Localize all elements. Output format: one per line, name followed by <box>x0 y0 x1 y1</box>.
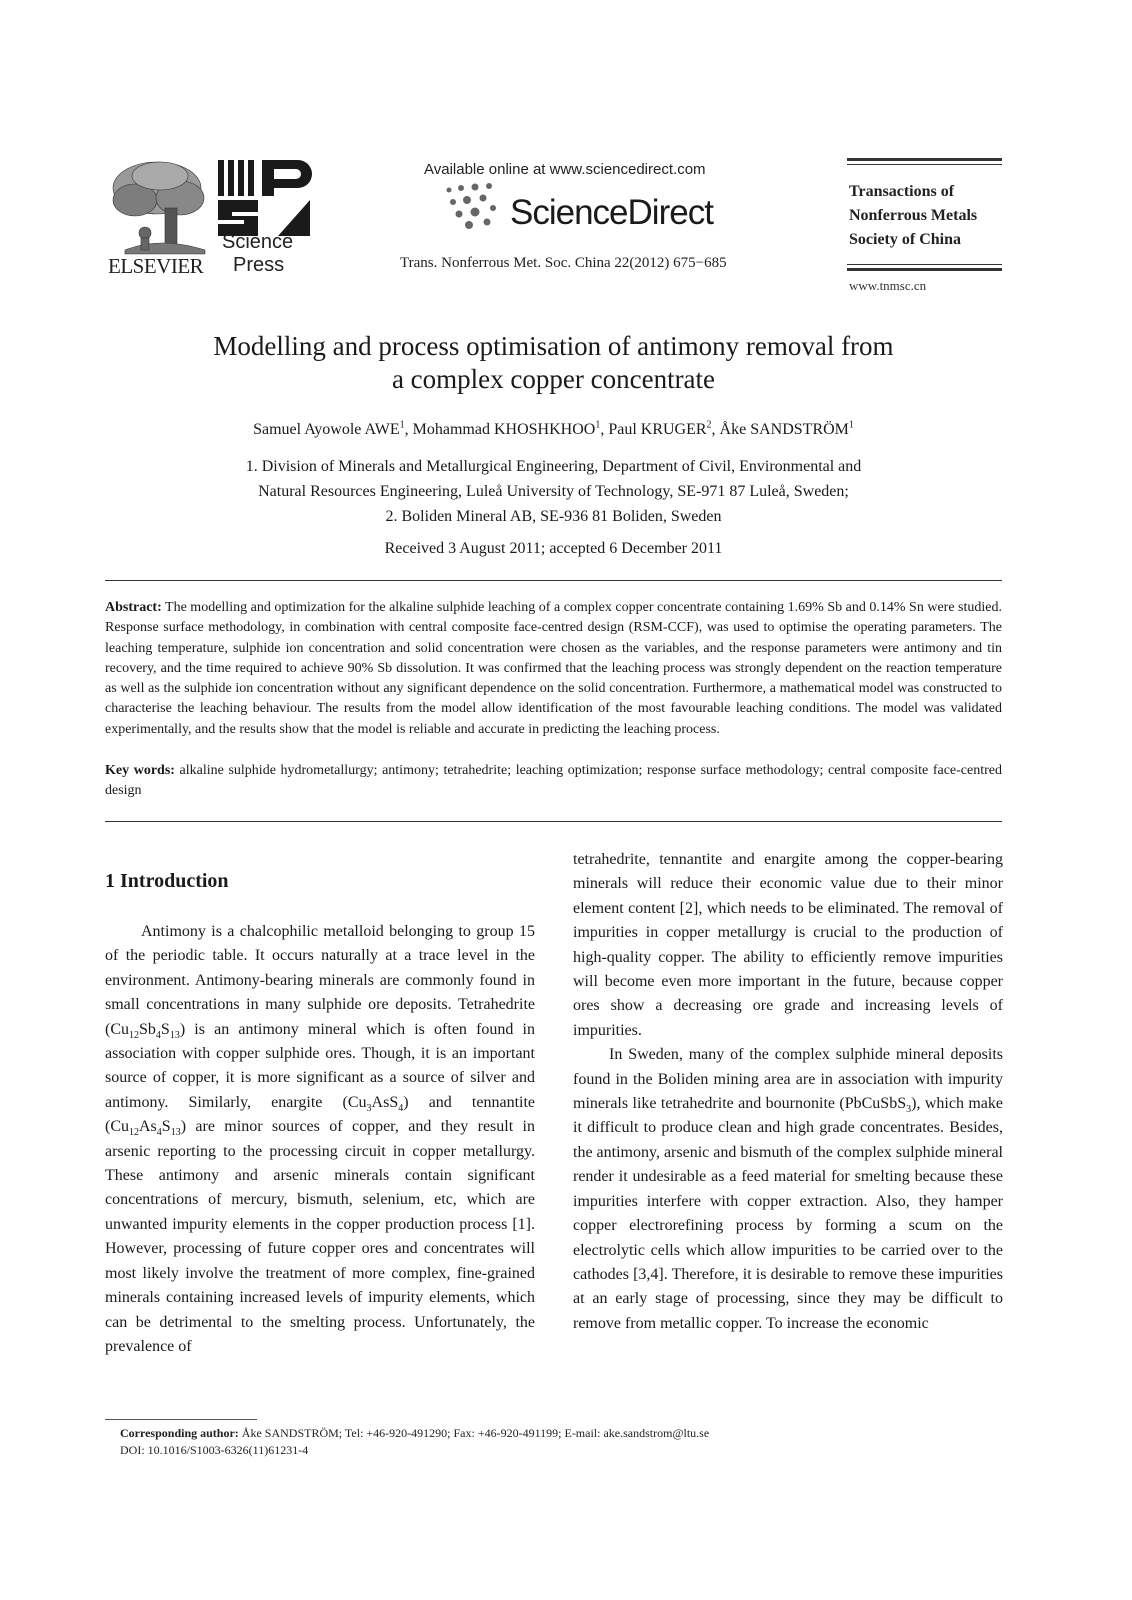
footnote-rule <box>105 1419 257 1420</box>
author-name: Mohammad KHOSHKHOO <box>412 421 596 438</box>
journal-rule-top-thin <box>847 164 1002 165</box>
journal-url: www.tnmsc.cn <box>849 278 927 293</box>
journal-title-line-3: Society of China <box>849 231 961 248</box>
journal-title <box>849 180 977 252</box>
author-list: Samuel Ayowole AWE$^1$, Mohammad KHOSHKHOO$^1$, Paul KRUGER$^2$, Åke SANDSTRÖM$^1$ <box>253 419 854 438</box>
author-name: Åke SANDSTRÖM <box>719 421 849 438</box>
keywords <box>105 761 1002 802</box>
footnote-label: Corresponding author: <box>120 1426 239 1440</box>
corresponding-author <box>120 1425 709 1442</box>
available-online-text: Available online at www.sciencedirect.com <box>424 161 706 178</box>
intro-paragraph-2: In Sweden, many of the complex sulphide mineral deposits found in the Boliden mining area are in association with impurity minerals like tetrahedrite and bournonite (PbCuSbS$_3$), which make it difficult to produce clean and high grade concentrates. Besides, the antimony, arsenic and bismuth of the complex sulphide mineral render it undesirable as a feed material for smelting because these impurities interfere with copper extraction. Also, they hamper copper electrorefining process by forming a scum on the electrolytic cells which allow impurities to be carried over to the cathodes [3,4]. Therefore, it is desirable to remove these impurities at an early stage of processing, since they may be difficult to remove from metallic copper. To increase the economic <box>573 1046 1004 1332</box>
paper-title-line-2: a complex copper concentrate <box>391 364 716 394</box>
left-column <box>105 920 535 1359</box>
abstract-rule-bottom <box>105 821 1002 822</box>
affiliation-line-3: 2. Boliden Mineral AB, SE-936 81 Boliden, Sweden <box>385 508 722 525</box>
keywords-text: alkaline sulphide hydrometallurgy; antimony; tetrahedrite; leaching optimization; response surface methodology; central composite face-centred design <box>105 763 1002 799</box>
author-name: Paul KRUGER <box>608 421 707 438</box>
right-column <box>573 848 1003 1336</box>
author-affiliation-mark: 1 <box>595 419 601 431</box>
author-affiliation-mark: 2 <box>706 419 712 431</box>
paper-title <box>105 330 1002 396</box>
intro-paragraph-1: Antimony is a chalcophilic metalloid belonging to group 15 of the periodic table. It occurs naturally at a trace level in the environment. Antimony-bearing minerals are commonly found in small concentrations in many sulphide ore deposits. Tetrahedrite $(Cu_{12}Sb_4S_{13})$ is an antimony mineral which is often found in association with copper sulphide ores. Though, it is an important source of copper, it is more significant as a source of silver and antimony. Similarly, enargite $(Cu_3AsS_4)$ and tennantite $(Cu_{12}As_4S_{13})$ are minor sources of copper, and they result in arsenic reporting to the processing circuit in copper metallurgy. These antimony and arsenic minerals contain significant concentrations of mercury, bismuth, selenium, etc, which are unwanted impurity elements in the copper production process [1]. However, processing of future copper ores and concentrates will most likely involve the treatment of more complex, fine-grained minerals containing increased levels of impurity elements, which can be detrimental to the smelting process. Unfortunately, the prevalence of <box>105 923 536 1355</box>
abstract-text: The modelling and optimization for the alkaline sulphide leaching of a complex copper concentrate containing 1.69% Sb and 0.14% Sn were studied. Response surface methodology, in combination with central composite face-centred design (RSM-CCF), was used to optimise the operating parameters. The leaching temperature, sulphide ion concentration and solid concentration were chosen as the variables, and the response parameters were antimony and tin recovery, and the time required to achieve 90% Sb dissolution. It was confirmed that the leaching process was strongly dependent on the reaction temperature as well as the sulphide ion concentration without any significant dependence on the solid concentration. Furthermore, a mathematical model was constructed to characterise the leaching behaviour. The results from the model allow identification of the most favourable leaching conditions. The model was validated experimentally, and the results show that the model is reliable and accurate in predicting the leaching process. <box>105 600 1002 737</box>
abstract <box>105 598 1002 740</box>
footnote <box>120 1425 709 1459</box>
text-span: Antimony is a chalcophilic metalloid belonging to group 15 of the periodic table. It occurs naturally at a trace level in the environment. Antimony-bearing minerals are commonly found in small concentrations in many sulphide ore deposits. Tetrahedrite ( <box>105 923 535 1038</box>
author-affiliation-mark: 1 <box>848 419 854 431</box>
science-press-word-2: Press <box>233 254 285 276</box>
keywords-label: Key words: <box>105 763 175 778</box>
journal-rule-top <box>847 158 1002 161</box>
section-heading: 1 Introduction <box>105 870 229 892</box>
text-span: ), which make it difficult to produce clean and high grade concentrates. Besides, the antimony, arsenic and bismuth of the complex sulphide mineral render it undesirable as a feed material for smelting because these impurities interfere with copper extraction. Also, they hamper copper electrorefining process by forming a scum on the electrolytic cells which allow impurities to be carried over to the cathodes [3,4]. Therefore, it is desirable to remove these impurities at an early stage of processing, since they may be difficult to remove from metallic copper. To increase the economic <box>573 1095 1004 1332</box>
affiliation-line-1: 1. Division of Minerals and Metallurgical Engineering, Department of Civil, Environmental and <box>245 458 862 475</box>
intro-paragraph-continued: tetrahedrite, tennantite and enargite among the copper-bearing minerals will reduce their economic value due to their minor element content [2], which needs to be eliminated. The removal of impurities in copper metallurgy is crucial to the production of high-quality copper. The ability to efficiently remove impurities will become even more important in the future, because copper ores show a decreasing ore grade and increasing levels of impurities. <box>573 851 1003 1039</box>
footnote-text: Åke SANDSTRÖM; Tel: +46-920-491290; Fax: +46-920-491199; E-mail: ake.sandstrom@ltu.se <box>241 1426 710 1440</box>
paper-title-line-1: Modelling and process optimisation of antimony removal from <box>213 331 894 361</box>
text-span: ) is an antimony mineral which is often found in association with copper sulphide ores. Though, it is an important source of copper, it is more significant as a source of silver and antimony. Similarly, enargite ( <box>105 1020 535 1111</box>
journal-rule-bottom-thin <box>847 264 1002 265</box>
sciencedirect-wordmark: ScienceDirect <box>510 193 713 232</box>
science-press-logo <box>218 160 313 238</box>
journal-rule-bottom <box>847 268 1002 271</box>
affiliation-line-2: Natural Resources Engineering, Luleå University of Technology, SE-971 87 Luleå, Sweden; <box>258 483 849 500</box>
sciencedirect-dots-icon <box>443 182 513 230</box>
author-name: Samuel Ayowole AWE <box>253 421 400 438</box>
abstract-label: Abstract: <box>105 600 162 615</box>
affiliations <box>105 454 1002 529</box>
author-affiliation-mark: 1 <box>399 419 405 431</box>
elsevier-wordmark: ELSEVIER <box>108 254 204 278</box>
text-span: ) are minor sources of copper, and they result in arsenic reporting to the processing circuit in copper metallurgy. These antimony and arsenic minerals contain significant concentrations of mercury, bismuth, selenium, etc, which are unwanted impurity elements in the copper production process [1]. However, processing of future copper ores and concentrates will most likely involve the treatment of more complex, fine-grained minerals containing increased levels of impurity elements, which can be detrimental to the smelting process. Unfortunately, the prevalence of <box>105 1118 535 1355</box>
journal-title-line-1: Transactions of <box>849 183 955 200</box>
received-dates: Received 3 August 2011; accepted 6 December 2011 <box>384 540 723 557</box>
page-header <box>105 158 1025 298</box>
doi: DOI: 10.1016/S1003-6326(11)61231-4 <box>120 1443 309 1457</box>
text-span: ) and tennantite ( <box>105 1093 536 1136</box>
science-press-word-1: Science <box>222 231 294 253</box>
journal-citation: Trans. Nonferrous Met. Soc. China 22(2012) 675−685 <box>400 255 727 271</box>
abstract-rule-top <box>105 580 1002 581</box>
journal-title-line-2: Nonferrous Metals <box>849 207 978 224</box>
text-span: In Sweden, many of the complex sulphide mineral deposits found in the Boliden mining area are in association with impurity minerals like tetrahedrite and bournonite ( <box>573 1046 1003 1113</box>
